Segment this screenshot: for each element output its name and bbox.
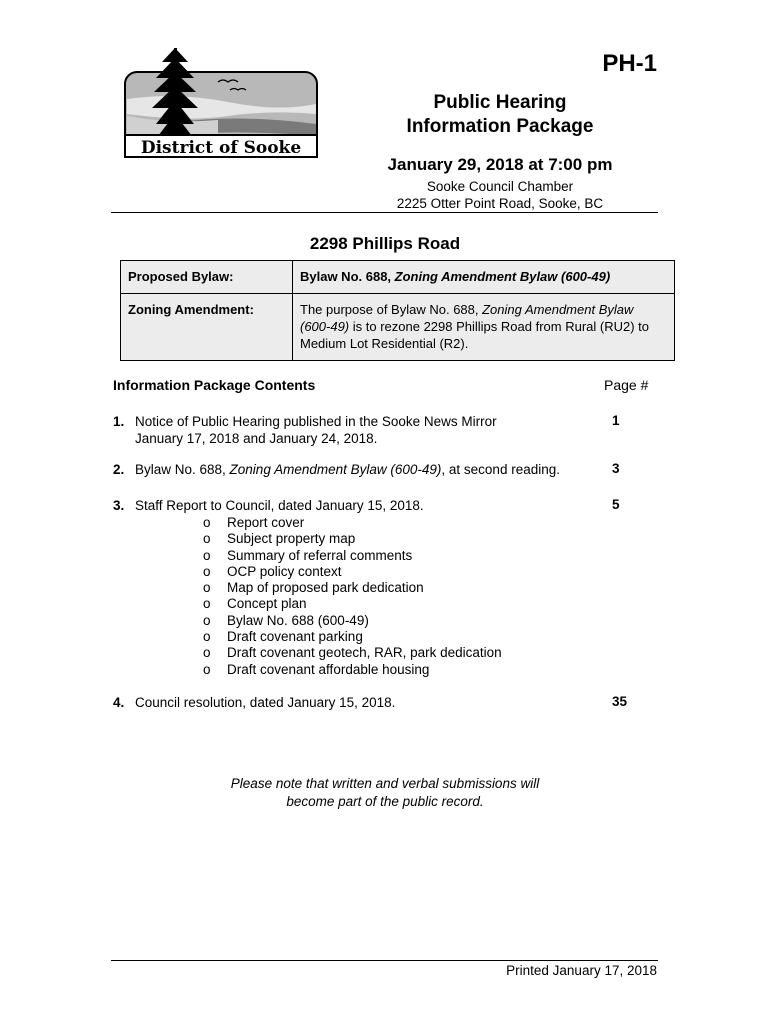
item-number: 3. (113, 498, 125, 513)
bullet: o (203, 661, 211, 677)
subitem-text: Subject property map (227, 531, 356, 547)
subitem-text: Draft covenant geotech, RAR, park dedication (227, 645, 502, 661)
list-item (203, 548, 502, 564)
header-divider (111, 212, 658, 213)
note-line-1: Please note that written and verbal submissions will (230, 776, 540, 791)
bullet: o (203, 563, 211, 579)
contents-item-3 (113, 497, 424, 514)
subitem-text: Bylaw No. 688 (600-49) (227, 612, 369, 628)
subitem-text: Concept plan (227, 596, 307, 612)
item-page-number: 1 (612, 413, 620, 428)
staff-report-sublist (203, 515, 502, 678)
item-bylaw-title: Zoning Amendment Bylaw (600-49) (229, 462, 442, 477)
item-text: Staff Report to Council, dated January 15, 2018. (135, 498, 424, 513)
footer-divider (111, 960, 658, 961)
purpose-bylaw-title: Zoning Amendment Bylaw (600-49) (300, 302, 634, 334)
bullet: o (203, 645, 211, 661)
page-number-heading: Page # (604, 377, 649, 393)
contents-heading: Information Package Contents (113, 377, 316, 393)
bullet: o (203, 629, 211, 645)
list-item (203, 580, 502, 596)
venue-address: 2225 Otter Point Road, Sooke, BC (396, 196, 604, 211)
item-page-number: 35 (612, 694, 628, 709)
contents-item-4 (113, 694, 395, 711)
list-item (203, 564, 502, 580)
bullet: o (203, 612, 211, 628)
title-line-2: Information Package (406, 116, 594, 137)
bylaw-title: Zoning Amendment Bylaw (600-49) (394, 269, 611, 284)
proposed-bylaw-value (293, 261, 675, 294)
bullet: o (203, 515, 211, 530)
district-of-sooke-logo (118, 44, 320, 160)
item-page-number: 3 (612, 461, 620, 476)
subitem-text: Report cover (227, 515, 305, 530)
property-address: 2298 Phillips Road (309, 234, 461, 253)
item-text: Council resolution, dated January 15, 2018. (135, 695, 396, 710)
item-text-end: , at second reading. (441, 462, 560, 477)
list-item (203, 645, 502, 661)
list-item (203, 629, 502, 645)
venue-name: Sooke Council Chamber (426, 179, 574, 194)
subitem-text: OCP policy context (227, 563, 342, 579)
item-number: 1. (113, 414, 125, 429)
list-item (203, 613, 502, 629)
hearing-date: January 29, 2018 at 7:00 pm (387, 155, 613, 174)
table-row (121, 294, 675, 361)
note-line-2: become part of the public record. (286, 794, 484, 809)
bylaw-number: Bylaw No. 688, (300, 269, 395, 284)
purpose-text-2: is to rezone 2298 Phillips Road from Rural (RU2) to Medium Lot Residential (R2). (300, 319, 649, 351)
item-text-line2: January 17, 2018 and January 24, 2018. (135, 431, 378, 446)
contents-item-2 (113, 461, 560, 478)
item-text: Notice of Public Hearing published in the Sooke News Mirror (135, 414, 497, 429)
list-item (203, 515, 502, 531)
logo-wordmark: District of Sooke (140, 138, 302, 158)
document-title (370, 91, 630, 139)
item-page-number: 5 (612, 497, 620, 512)
public-record-note (0, 775, 770, 811)
bullet: o (203, 580, 211, 596)
venue (340, 178, 660, 212)
list-item (203, 662, 502, 678)
item-text: Bylaw No. 688, (135, 462, 230, 477)
bullet: o (203, 596, 211, 612)
list-item (203, 531, 502, 547)
zoning-amendment-label: Zoning Amendment: (121, 294, 293, 361)
purpose-text-1: The purpose of Bylaw No. 688, (300, 302, 483, 317)
list-item (203, 596, 502, 612)
subitem-text: Draft covenant affordable housing (227, 661, 430, 677)
bullet: o (203, 547, 211, 563)
bullet: o (203, 531, 211, 547)
printed-date: Printed January 17, 2018 (506, 963, 657, 978)
table-row (121, 261, 675, 294)
zoning-amendment-value (293, 294, 675, 361)
item-number: 4. (113, 695, 125, 710)
title-line-1: Public Hearing (433, 92, 567, 113)
subitem-text: Draft covenant parking (227, 629, 363, 645)
proposed-bylaw-label: Proposed Bylaw: (121, 261, 293, 294)
contents-item-1 (113, 413, 497, 447)
subitem-text: Summary of referral comments (227, 547, 413, 563)
item-number: 2. (113, 462, 125, 477)
document-id: PH-1 (602, 50, 657, 77)
bylaw-summary-table (120, 260, 675, 361)
subitem-text: Map of proposed park dedication (227, 580, 424, 596)
